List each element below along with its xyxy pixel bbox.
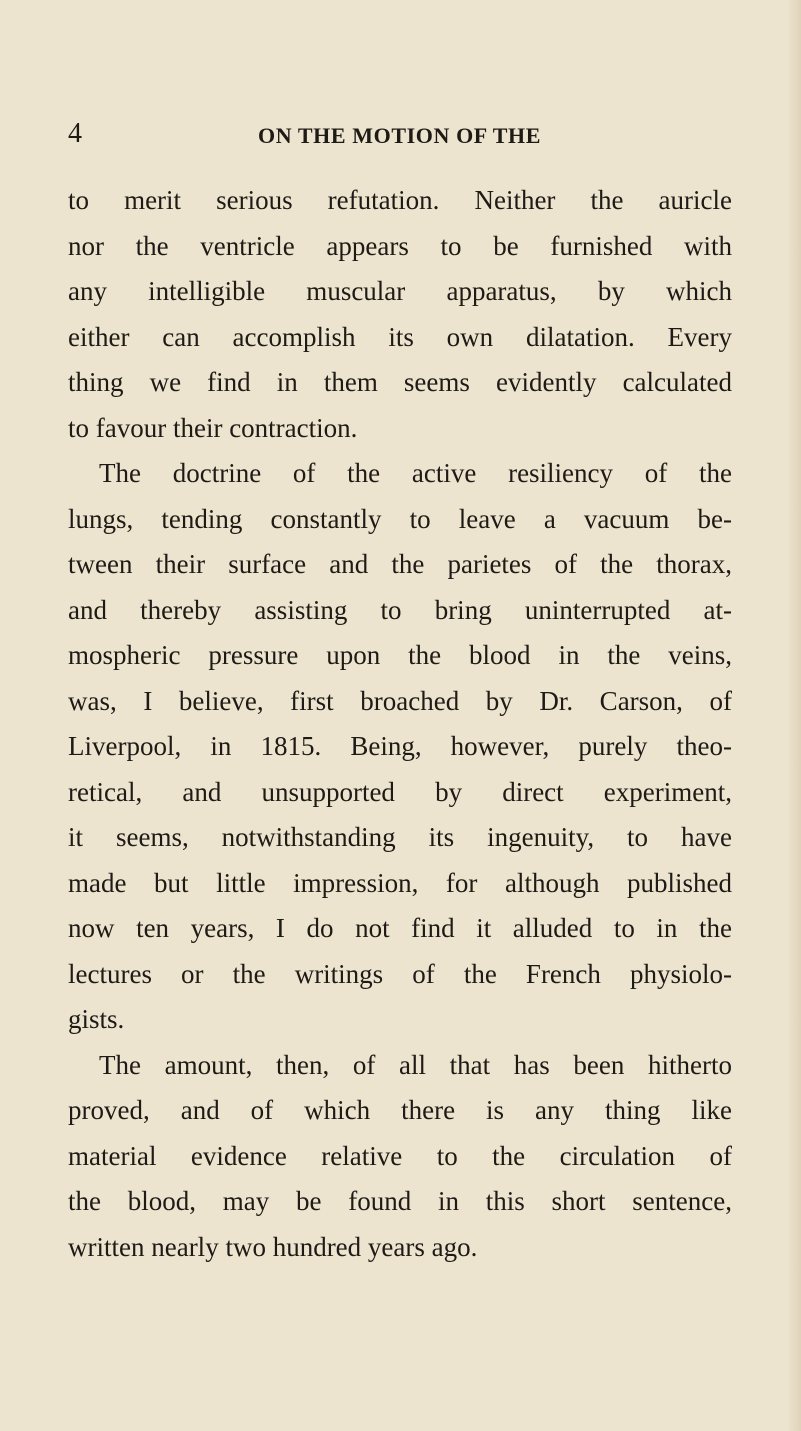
text-line: it seems, notwithstanding its ingenuity, to have: [68, 822, 732, 852]
text-line: and thereby assisting to bring uninterrupted at-: [68, 594, 732, 625]
paragraph-end-line: to favour their contraction.: [68, 412, 358, 443]
page-number: 4: [68, 118, 82, 149]
text-line: was, I believe, first broached by Dr. Carson, of: [68, 685, 732, 716]
text-line: made but little impression, for although published: [68, 867, 732, 898]
text-line: the blood, may be found in this short sentence,: [68, 1186, 732, 1216]
running-head: [68, 116, 728, 156]
text-line: any intelligible muscular apparatus, by which: [68, 276, 732, 306]
paragraph-start-line: The amount, then, of all that has been hitherto: [99, 1049, 732, 1080]
paragraph-end-line: gists.: [68, 1004, 125, 1034]
text-line: either can accomplish its own dilatation. Every: [68, 321, 732, 352]
text-line: Liverpool, in 1815. Being, however, purely theo-: [68, 731, 732, 761]
paragraph-start-line: The doctrine of the active resiliency of the: [99, 458, 732, 488]
text-line: now ten years, I do not find it alluded to in the: [68, 913, 732, 943]
text-line: to merit serious refutation. Neither the auricle: [68, 185, 732, 215]
running-title: ON THE MOTION OF THE: [258, 123, 541, 148]
paragraph-end-line: written nearly two hundred years ago.: [68, 1231, 478, 1262]
text-line: material evidence relative to the circulation of: [68, 1140, 732, 1171]
text-line: thing we find in them seems evidently calculated: [68, 367, 732, 397]
text-line: tween their surface and the parietes of the thorax,: [68, 549, 732, 579]
text-line: proved, and of which there is any thing like: [68, 1095, 732, 1125]
text-line: retical, and unsupported by direct experiment,: [68, 776, 732, 807]
text-line: lectures or the writings of the French physiolo-: [68, 958, 732, 989]
body-text: [68, 178, 732, 1270]
text-line: nor the ventricle appears to be furnished with: [68, 230, 732, 261]
text-line: mospheric pressure upon the blood in the veins,: [68, 640, 732, 670]
page-edge-shadow: [787, 0, 801, 1431]
text-line: lungs, tending constantly to leave a vacuum be-: [68, 503, 732, 534]
